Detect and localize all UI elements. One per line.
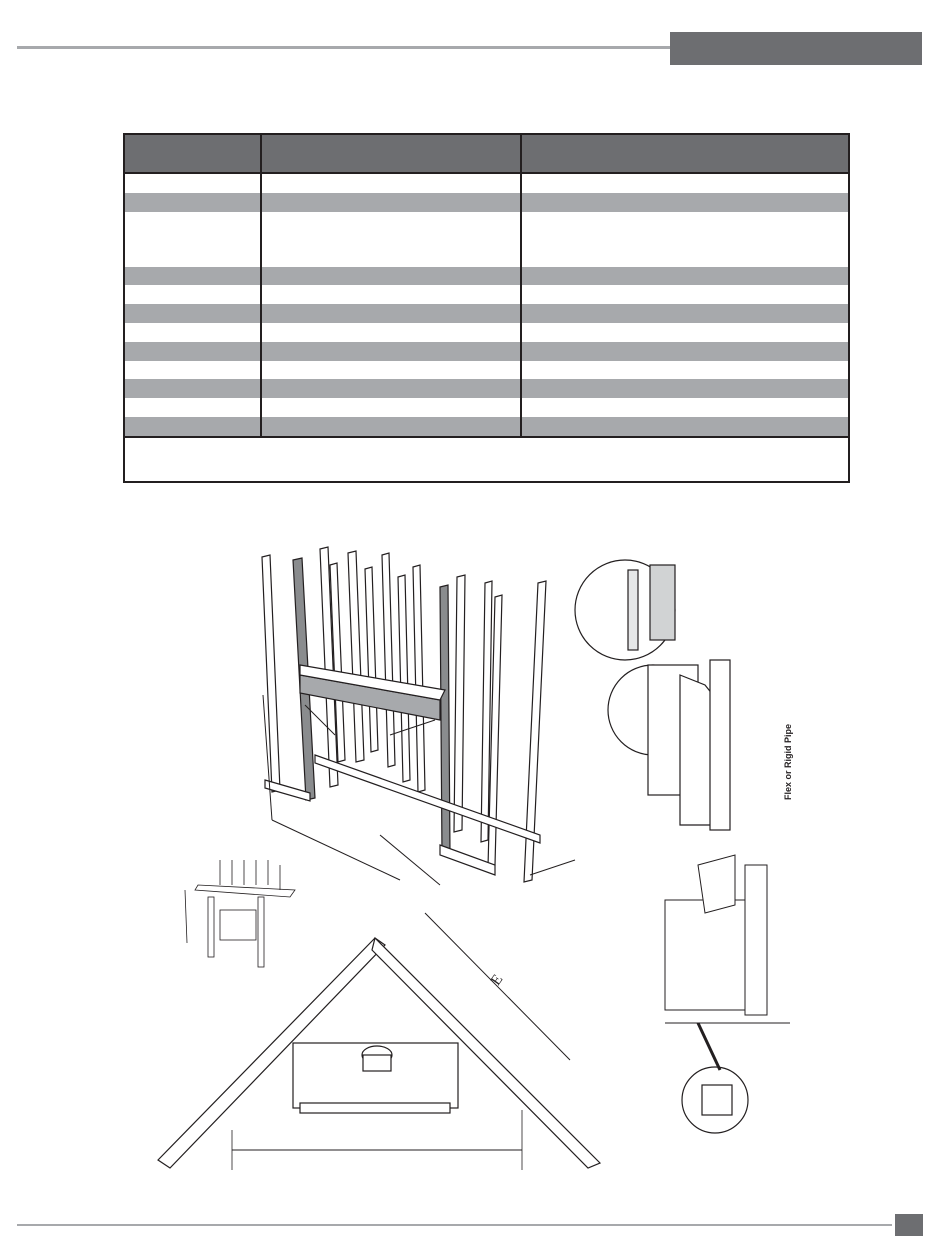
table-cell — [262, 398, 522, 417]
table-cell — [125, 285, 262, 304]
table-cell — [125, 342, 262, 361]
framing-diagram — [150, 535, 810, 1185]
table-cell — [522, 193, 848, 212]
table-cell — [125, 379, 262, 398]
stud — [262, 555, 280, 792]
wall-framing — [262, 547, 546, 882]
table-cell — [125, 267, 262, 286]
framing-dimensions-table — [123, 133, 850, 483]
table-header — [125, 135, 848, 174]
table-cell — [125, 304, 262, 323]
table-cell — [262, 212, 522, 267]
table-cell — [125, 193, 262, 212]
fireplace-side — [665, 900, 745, 1010]
table-cell — [262, 417, 522, 436]
table-cell — [522, 304, 848, 323]
table-row — [125, 342, 848, 361]
table-cell — [522, 342, 848, 361]
table-cell — [522, 379, 848, 398]
table-header-cell — [262, 135, 522, 172]
table-cell — [522, 285, 848, 304]
section-tab — [670, 32, 922, 65]
table-cell — [125, 398, 262, 417]
detail-callouts — [575, 560, 748, 1133]
table-row — [125, 174, 848, 193]
side-elevation — [665, 855, 790, 1070]
corner-plan-view — [158, 913, 600, 1170]
table-cell — [262, 342, 522, 361]
page-number — [895, 1214, 923, 1236]
table-cell — [262, 323, 522, 342]
table-cell — [522, 174, 848, 193]
table-row — [125, 361, 848, 380]
table-cell — [125, 323, 262, 342]
table-row — [125, 379, 848, 398]
table-row — [125, 323, 848, 342]
table-cell — [522, 323, 848, 342]
table-cell — [522, 267, 848, 286]
table-cell — [522, 417, 848, 436]
table-cell — [262, 361, 522, 380]
table-cell — [262, 285, 522, 304]
table-header-cell — [522, 135, 848, 172]
table-cell — [262, 379, 522, 398]
header-rule — [17, 46, 677, 49]
table-cell — [262, 193, 522, 212]
table-row — [125, 267, 848, 286]
table-body — [125, 174, 848, 436]
small-framing-sketch — [185, 860, 295, 967]
footer-rule — [17, 1224, 892, 1226]
table-row — [125, 212, 848, 267]
table-cell — [522, 212, 848, 267]
table-cell — [262, 174, 522, 193]
table-cell — [262, 267, 522, 286]
table-cell — [125, 361, 262, 380]
table-footnote — [125, 436, 848, 481]
table-cell — [522, 398, 848, 417]
dimension-label-e: E — [487, 971, 507, 989]
table-header-cell — [125, 135, 262, 172]
pipe-label: Flex or Rigid Pipe — [783, 723, 793, 800]
table-cell — [125, 212, 262, 267]
table-cell — [125, 417, 262, 436]
table-cell — [522, 361, 848, 380]
table-cell — [125, 174, 262, 193]
king-stud — [440, 585, 450, 855]
table-row — [125, 285, 848, 304]
table-row — [125, 193, 848, 212]
table-row — [125, 398, 848, 417]
table-cell — [262, 304, 522, 323]
table-row — [125, 417, 848, 436]
table-row — [125, 304, 848, 323]
